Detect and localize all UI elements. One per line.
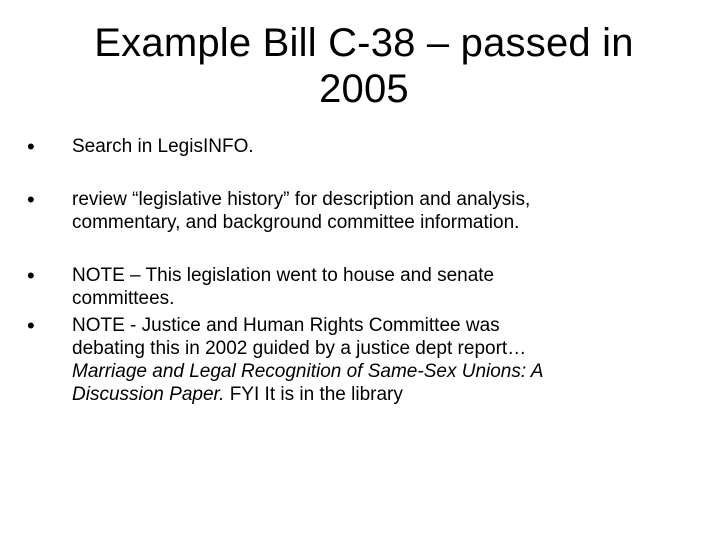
- bullet-icon: •: [27, 134, 35, 159]
- bullet-icon: •: [27, 187, 35, 212]
- bullet-item-review: [27, 188, 707, 234]
- report-title-line-2: Discussion Paper.: [72, 384, 225, 405]
- slide-title-line-2: 2005: [319, 67, 409, 111]
- bullet-text-line-2: committees.: [72, 288, 175, 309]
- bullet-item-note-justice: [27, 314, 707, 406]
- bullet-item-note-committees: [27, 264, 707, 310]
- bullet-icon: •: [27, 263, 35, 288]
- bullet-text-line-2: commentary, and background committee information.: [72, 212, 520, 233]
- bullet-text-line-2: debating this in 2002 guided by a justice dept report…: [72, 338, 527, 359]
- report-title-line-1: Marriage and Legal Recognition of Same-Sex Unions: A: [72, 361, 544, 382]
- bullet-icon: •: [27, 313, 35, 338]
- slide-title-line-1: Example Bill C-38 – passed in: [94, 21, 634, 65]
- bullet-item-search: [27, 135, 707, 158]
- bullet-text: Search in LegisINFO.: [72, 136, 254, 157]
- report-title-and-note: [72, 383, 707, 406]
- slide-title: [20, 20, 708, 112]
- bullet-text-line-1: review “legislative history” for description and analysis,: [72, 189, 531, 210]
- bullet-text-line-1: NOTE - Justice and Human Rights Committee was: [72, 315, 500, 336]
- bullet-list: [27, 135, 707, 406]
- library-note: FYI It is in the library: [224, 384, 403, 405]
- bullet-text-line-1: NOTE – This legislation went to house and senate: [72, 265, 495, 286]
